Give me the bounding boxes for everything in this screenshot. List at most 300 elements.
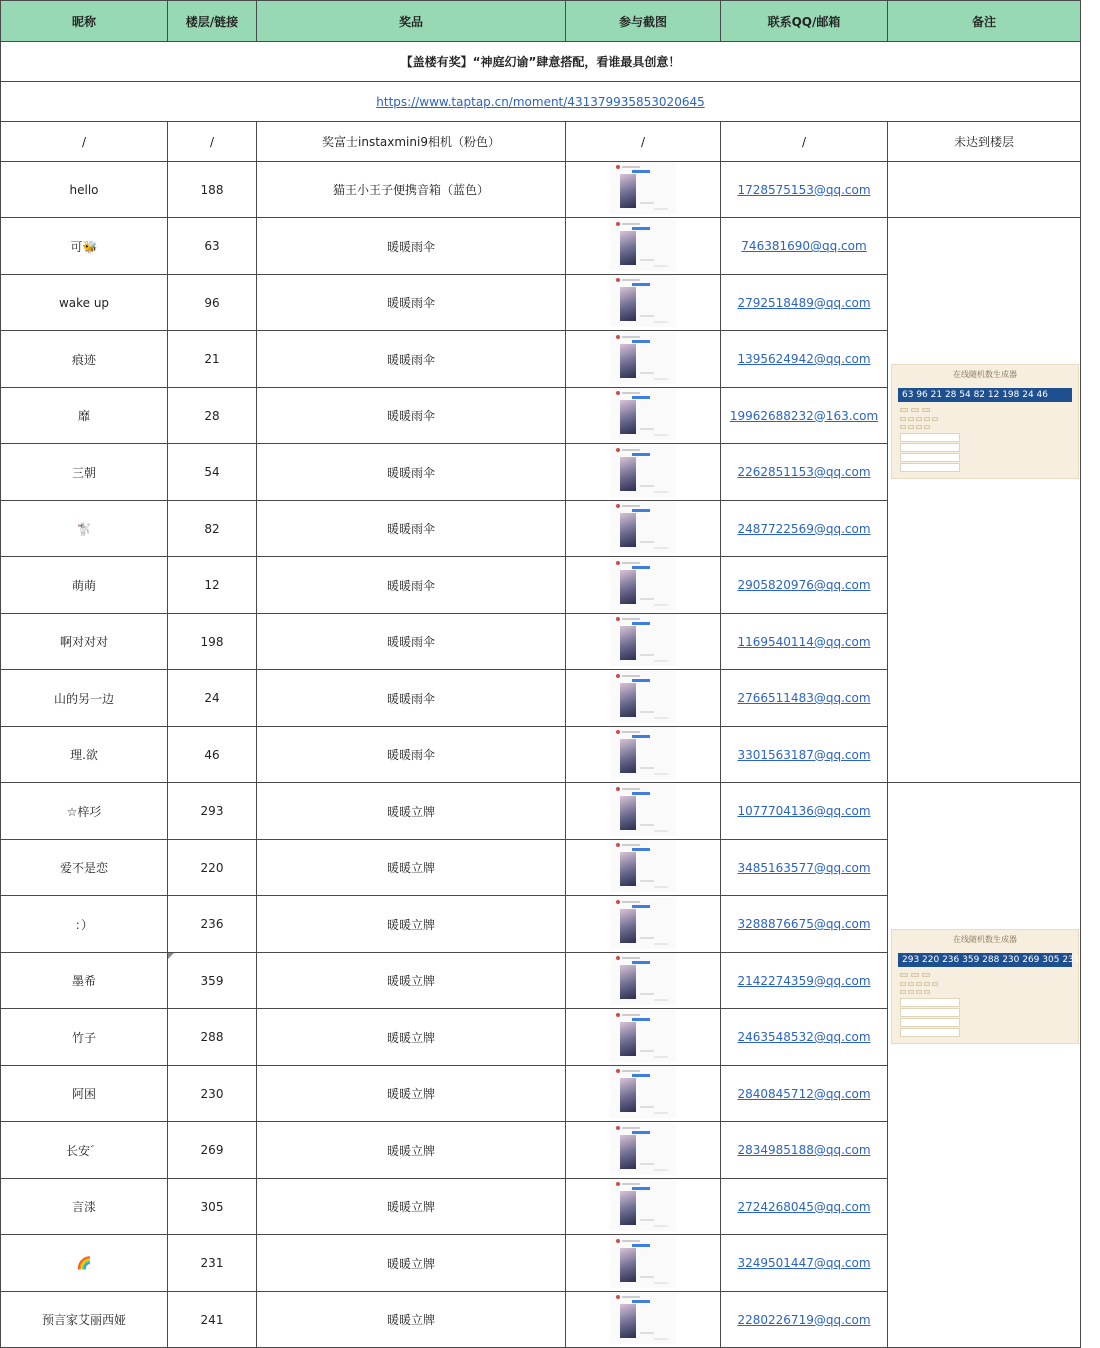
participation-screenshot[interactable]: [610, 219, 676, 271]
special-prize-row: [1, 122, 1081, 162]
cell-screenshot[interactable]: [566, 783, 721, 840]
rng-options: [900, 425, 1070, 431]
screenshot-hdr: [616, 1295, 620, 1299]
cell-contact: [721, 1292, 888, 1348]
cell-prize: 猫王小王子便携音箱（蓝色）: [257, 162, 566, 218]
screenshot-blue: [632, 396, 650, 399]
screenshot-hdr: [616, 674, 620, 678]
screenshot-txt2: [654, 265, 668, 267]
cell-screenshot[interactable]: [566, 614, 721, 670]
screenshot-txt2: [654, 321, 668, 323]
rng-input: [900, 433, 960, 442]
screenshot-blue: [632, 566, 650, 569]
cell-prize: 暖暖雨伞: [257, 331, 566, 388]
cell-screenshot[interactable]: [566, 1179, 721, 1235]
event-link[interactable]: https://www.taptap.cn/moment/431379935853020645: [376, 94, 705, 109]
screenshot-txt2: [654, 773, 668, 775]
cell-contact: [721, 331, 888, 388]
cell-prize: 暖暖立牌: [257, 1292, 566, 1348]
cell-prize: 暖暖立牌: [257, 896, 566, 953]
cell-contact: [721, 783, 888, 840]
rng-options: [900, 417, 1070, 423]
screenshot-txt2: [654, 547, 668, 549]
screenshot-pic: [620, 344, 636, 378]
cell-screenshot[interactable]: [566, 1066, 721, 1122]
screenshot-line1: [622, 449, 640, 451]
screenshot-pic: [620, 570, 636, 604]
screenshot-pic: [620, 1078, 636, 1112]
email-link[interactable]: 2142274359@qq.com: [737, 973, 871, 988]
cell-contact: [721, 557, 888, 614]
cell-prize: 暖暖立牌: [257, 783, 566, 840]
cell-nickname: 🌈: [1, 1235, 168, 1292]
screenshot-line1: [622, 957, 640, 959]
participation-screenshot[interactable]: [610, 897, 676, 949]
cell-contact: /: [721, 122, 888, 162]
participation-screenshot[interactable]: [610, 1123, 676, 1175]
cell-nickname: 痕迹: [1, 331, 168, 388]
cell-contact: [721, 614, 888, 670]
cell-floor: 28: [168, 388, 257, 444]
screenshot-hdr: [616, 900, 620, 904]
screenshot-txt: [640, 428, 654, 430]
screenshot-blue: [632, 792, 650, 795]
screenshot-txt2: [654, 491, 668, 493]
screenshot-line1: [622, 1240, 640, 1242]
rng-result: 293 220 236 359 288 230 269 305 231 241: [898, 953, 1072, 967]
screenshot-blue: [632, 227, 650, 230]
screenshot-blue: [632, 340, 650, 343]
comment-marker: [168, 953, 174, 959]
screenshot-blue: [632, 170, 650, 173]
email-link[interactable]: 3301563187@qq.com: [737, 747, 871, 762]
email-link[interactable]: 1077704136@qq.com: [737, 804, 871, 818]
participation-screenshot[interactable]: [610, 275, 676, 327]
participation-screenshot[interactable]: [610, 1010, 676, 1062]
screenshot-line1: [622, 1296, 640, 1298]
cell-nickname: 爱不是恋: [1, 840, 168, 896]
cell-prize: 暖暖雨伞: [257, 614, 566, 670]
participation-screenshot[interactable]: [610, 671, 676, 723]
cell-prize: 奖富士instaxmini9相机（粉色）: [257, 122, 566, 162]
cell-contact: [721, 444, 888, 501]
cell-nickname: 墨希: [1, 953, 168, 1009]
table-row: [1, 162, 1081, 218]
screenshot-hdr: [616, 504, 620, 508]
link-row: [1, 82, 1081, 122]
rng-buttons: [900, 406, 1070, 414]
screenshot-txt: [640, 541, 654, 543]
cell-floor: 12: [168, 557, 257, 614]
cell-screenshot[interactable]: [566, 727, 721, 783]
screenshot-txt2: [654, 830, 668, 832]
email-link[interactable]: 2840845712@qq.com: [737, 1086, 871, 1101]
cell-floor: 231: [168, 1235, 257, 1292]
screenshot-txt2: [654, 660, 668, 662]
header-row: [1, 1, 1081, 42]
screenshot-txt2: [654, 1112, 668, 1114]
cell-screenshot[interactable]: [566, 331, 721, 388]
cell-prize: 暖暖雨伞: [257, 388, 566, 444]
screenshot-line1: [622, 1014, 640, 1016]
screenshot-hdr: [616, 1182, 620, 1186]
cell-floor: 188: [168, 162, 257, 218]
screenshot-txt: [640, 315, 654, 317]
screenshot-pic: [620, 739, 636, 773]
cell-floor: 241: [168, 1292, 257, 1348]
cell-contact: [721, 840, 888, 896]
screenshot-line1: [622, 392, 640, 394]
rng-input: [900, 463, 960, 472]
rng-title: 在线随机数生成器: [953, 370, 1017, 379]
floor-value: 359: [200, 973, 224, 988]
cell-floor: 305: [168, 1179, 257, 1235]
participation-screenshot[interactable]: [610, 1179, 676, 1231]
screenshot-line1: [622, 336, 640, 338]
screenshot-blue: [632, 1187, 650, 1190]
cell-floor: 46: [168, 727, 257, 783]
participation-screenshot[interactable]: [610, 162, 676, 214]
rng-input: [900, 1018, 960, 1027]
screenshot-blue: [632, 509, 650, 512]
screenshot-txt2: [654, 1225, 668, 1227]
screenshot-hdr: [616, 1239, 620, 1243]
screenshot-line1: [622, 166, 640, 168]
rng-btn: [900, 973, 908, 977]
screenshot-hdr: [616, 278, 620, 282]
participation-screenshot[interactable]: [610, 501, 676, 553]
screenshot-pic: [620, 513, 636, 547]
cell-screenshot[interactable]: [566, 896, 721, 953]
rng-buttons: [900, 971, 1070, 979]
screenshot-pic: [620, 231, 636, 265]
cell-floor: 288: [168, 1009, 257, 1066]
cell-floor: 24: [168, 670, 257, 727]
cell-nickname: 萌萌: [1, 557, 168, 614]
screenshot-txt2: [654, 1169, 668, 1171]
cell-floor: 54: [168, 444, 257, 501]
screenshot-blue: [632, 679, 650, 682]
rng-title: 在线随机数生成器: [953, 935, 1017, 944]
rng-options: [900, 982, 1070, 988]
screenshot-line1: [622, 788, 640, 790]
email-link[interactable]: 3485163577@qq.com: [737, 860, 871, 875]
screenshot-line1: [622, 1127, 640, 1129]
participation-screenshot[interactable]: [610, 614, 676, 666]
screenshot-line1: [622, 618, 640, 620]
screenshot-txt2: [654, 1338, 668, 1340]
screenshot-hdr: [616, 730, 620, 734]
screenshot-txt: [640, 1163, 654, 1165]
random-number-generator-screenshot: [891, 929, 1100, 1044]
screenshot-pic: [620, 626, 636, 660]
screenshot-hdr: [616, 617, 620, 621]
screenshot-blue: [632, 1300, 650, 1303]
email-link[interactable]: 2463548532@qq.com: [737, 1030, 871, 1044]
email-link[interactable]: 3288876675@qq.com: [737, 917, 871, 931]
cell-floor: 236: [168, 896, 257, 953]
participation-screenshot[interactable]: [610, 558, 676, 610]
screenshot-txt2: [654, 717, 668, 719]
screenshot-hdr: [616, 561, 620, 565]
rng-input: [900, 1028, 960, 1037]
screenshot-blue: [632, 453, 650, 456]
cell-prize: 暖暖立牌: [257, 953, 566, 1009]
cell-nickname: 理.欲: [1, 727, 168, 783]
screenshot-hdr: [616, 165, 620, 169]
cell-nickname: hello: [1, 162, 168, 218]
title-row: [1, 42, 1081, 82]
cell-nickname: 山的另一边: [1, 670, 168, 727]
cell-floor: 63: [168, 218, 257, 275]
screenshot-txt: [640, 598, 654, 600]
cell-screenshot[interactable]: [566, 162, 721, 218]
cell-floor: 96: [168, 275, 257, 331]
cell-prize: 暖暖雨伞: [257, 275, 566, 331]
cell-floor: 293: [168, 783, 257, 840]
cell-screenshot[interactable]: [566, 501, 721, 557]
cell-screenshot[interactable]: [566, 670, 721, 727]
cell-nickname: ：）: [1, 896, 168, 953]
screenshot-txt: [640, 1332, 654, 1334]
screenshot-pic: [620, 965, 636, 999]
screenshot-blue: [632, 1018, 650, 1021]
cell-screenshot: /: [566, 122, 721, 162]
screenshot-txt2: [654, 1056, 668, 1058]
cell-prize: 暖暖立牌: [257, 840, 566, 896]
col-prize: 奖品: [257, 1, 566, 42]
screenshot-hdr: [616, 843, 620, 847]
cell-screenshot[interactable]: [566, 1292, 721, 1348]
cell-contact: [721, 670, 888, 727]
screenshot-txt: [640, 372, 654, 374]
cell-screenshot[interactable]: [566, 557, 721, 614]
screenshot-line1: [622, 844, 640, 846]
screenshot-txt: [640, 1050, 654, 1052]
cell-contact: [721, 1009, 888, 1066]
email-link[interactable]: 2724268045@qq.com: [737, 1199, 871, 1214]
cell-nickname: 🐩: [1, 501, 168, 557]
screenshot-line1: [622, 1183, 640, 1185]
cell-nickname: 长安゛: [1, 1122, 168, 1179]
cell-note-merged: [888, 783, 1100, 1348]
screenshot-txt: [640, 993, 654, 995]
screenshot-pic: [620, 909, 636, 943]
cell-screenshot[interactable]: [566, 275, 721, 331]
screenshot-blue: [632, 905, 650, 908]
rng-btn: [922, 973, 930, 977]
screenshot-txt: [640, 1219, 654, 1221]
screenshot-hdr: [616, 222, 620, 226]
cell-floor: 230: [168, 1066, 257, 1122]
screenshot-hdr: [616, 1069, 620, 1073]
rng-result: 63 96 21 28 54 82 12 198 24 46: [898, 388, 1072, 402]
cell-note: [888, 162, 1081, 218]
cell-contact: [721, 501, 888, 557]
cell-nickname: /: [1, 122, 168, 162]
cell-note: 未达到楼层: [888, 122, 1081, 162]
cell-nickname: 阿困: [1, 1066, 168, 1122]
col-contact: 联系QQ/邮箱: [721, 1, 888, 42]
cell-floor: /: [168, 122, 257, 162]
screenshot-blue: [632, 283, 650, 286]
cell-floor: 220: [168, 840, 257, 896]
event-title: 【盖楼有奖】“神庭幻谕”肆意搭配，看谁最具创意！: [1, 42, 1081, 82]
participation-screenshot[interactable]: [610, 784, 676, 836]
email-link[interactable]: 1395624942@qq.com: [737, 352, 871, 366]
cell-contact: [721, 953, 888, 1009]
screenshot-txt: [640, 485, 654, 487]
table-row: [1, 783, 1081, 840]
email-link[interactable]: 2792518489@qq.com: [737, 295, 871, 310]
cell-floor: 269: [168, 1122, 257, 1179]
screenshot-txt: [640, 1276, 654, 1278]
cell-note-merged: [888, 218, 1081, 783]
email-link[interactable]: 2834985188@qq.com: [737, 1143, 871, 1157]
cell-screenshot[interactable]: [566, 953, 721, 1009]
screenshot-hdr: [616, 1013, 620, 1017]
rng-input: [900, 453, 960, 462]
screenshot-hdr: [616, 335, 620, 339]
screenshot-txt2: [654, 208, 668, 210]
participation-screenshot[interactable]: [610, 727, 676, 779]
cell-prize: 暖暖雨伞: [257, 444, 566, 501]
rng-input: [900, 1008, 960, 1017]
participation-screenshot[interactable]: [610, 953, 676, 1005]
screenshot-hdr: [616, 787, 620, 791]
cell-nickname: 言渁: [1, 1179, 168, 1235]
participation-screenshot[interactable]: [610, 840, 676, 892]
rng-btn: [911, 973, 919, 977]
cell-screenshot[interactable]: [566, 388, 721, 444]
participation-screenshot[interactable]: [610, 388, 676, 440]
screenshot-blue: [632, 1244, 650, 1247]
screenshot-txt2: [654, 1282, 668, 1284]
participation-screenshot[interactable]: [610, 1236, 676, 1288]
cell-nickname: wake up: [1, 275, 168, 331]
random-number-generator-screenshot: [891, 364, 1079, 479]
cell-contact: [721, 162, 888, 218]
col-screenshot: 参与截图: [566, 1, 721, 42]
screenshot-txt: [640, 937, 654, 939]
cell-nickname: 啊对对对: [1, 614, 168, 670]
cell-prize: 暖暖雨伞: [257, 501, 566, 557]
cell-screenshot[interactable]: [566, 444, 721, 501]
screenshot-blue: [632, 961, 650, 964]
email-link[interactable]: 1169540114@qq.com: [737, 634, 871, 649]
col-note: 备注: [888, 1, 1081, 42]
cell-screenshot[interactable]: [566, 1122, 721, 1179]
cell-contact: [721, 1122, 888, 1179]
screenshot-line1: [622, 505, 640, 507]
cell-nickname: 三朝: [1, 444, 168, 501]
screenshot-txt2: [654, 434, 668, 436]
email-link[interactable]: 746381690@qq.com: [741, 239, 867, 253]
screenshot-pic: [620, 796, 636, 830]
email-link[interactable]: 1728575153@qq.com: [737, 182, 871, 197]
cell-screenshot[interactable]: [566, 218, 721, 275]
cell-contact: [721, 896, 888, 953]
cell-contact: [721, 275, 888, 331]
screenshot-txt: [640, 767, 654, 769]
rng-btn: [911, 408, 919, 412]
screenshot-line1: [622, 731, 640, 733]
cell-nickname: 可🐝: [1, 218, 168, 275]
screenshot-txt2: [654, 999, 668, 1001]
screenshot-pic: [620, 1022, 636, 1056]
screenshot-pic: [620, 174, 636, 208]
screenshot-blue: [632, 735, 650, 738]
participation-screenshot[interactable]: [610, 332, 676, 384]
email-link[interactable]: 2280226719@qq.com: [737, 1312, 871, 1327]
participation-screenshot[interactable]: [610, 445, 676, 497]
cell-floor: 82: [168, 501, 257, 557]
cell-floor: [168, 953, 257, 1009]
email-link[interactable]: 2262851153@qq.com: [737, 465, 871, 479]
cell-contact: [721, 1235, 888, 1292]
cell-contact: [721, 1066, 888, 1122]
screenshot-line1: [622, 562, 640, 564]
screenshot-blue: [632, 1074, 650, 1077]
cell-prize: 暖暖立牌: [257, 1009, 566, 1066]
cell-prize: 暖暖雨伞: [257, 557, 566, 614]
email-link[interactable]: 2487722569@qq.com: [737, 521, 871, 536]
cell-prize: 暖暖立牌: [257, 1179, 566, 1235]
screenshot-pic: [620, 400, 636, 434]
screenshot-blue: [632, 622, 650, 625]
screenshot-pic: [620, 457, 636, 491]
email-link[interactable]: 2905820976@qq.com: [737, 578, 871, 592]
cell-prize: 暖暖立牌: [257, 1066, 566, 1122]
screenshot-hdr: [616, 391, 620, 395]
cell-floor: 21: [168, 331, 257, 388]
cell-screenshot[interactable]: [566, 1009, 721, 1066]
screenshot-txt: [640, 824, 654, 826]
screenshot-line1: [622, 223, 640, 225]
screenshot-txt2: [654, 378, 668, 380]
cell-nickname: 竹子: [1, 1009, 168, 1066]
screenshot-txt: [640, 880, 654, 882]
screenshot-pic: [620, 1191, 636, 1225]
screenshot-line1: [622, 279, 640, 281]
screenshot-blue: [632, 1131, 650, 1134]
rng-btn: [922, 408, 930, 412]
screenshot-line1: [622, 675, 640, 677]
cell-contact: [721, 218, 888, 275]
cell-prize: 暖暖立牌: [257, 1235, 566, 1292]
screenshot-pic: [620, 683, 636, 717]
screenshot-pic: [620, 1304, 636, 1338]
screenshot-line1: [622, 901, 640, 903]
screenshot-pic: [620, 1248, 636, 1282]
participation-screenshot[interactable]: [610, 1066, 676, 1118]
cell-screenshot[interactable]: [566, 840, 721, 896]
email-link[interactable]: 2766511483@qq.com: [737, 691, 871, 705]
screenshot-txt2: [654, 943, 668, 945]
cell-prize: 暖暖立牌: [257, 1122, 566, 1179]
screenshot-txt: [640, 711, 654, 713]
cell-contact: [721, 727, 888, 783]
screenshot-hdr: [616, 1126, 620, 1130]
col-nickname: 昵称: [1, 1, 168, 42]
screenshot-txt: [640, 259, 654, 261]
participation-screenshot[interactable]: [610, 1292, 676, 1344]
screenshot-txt2: [654, 886, 668, 888]
cell-prize: 暖暖雨伞: [257, 727, 566, 783]
cell-screenshot[interactable]: [566, 1235, 721, 1292]
email-link[interactable]: 3249501447@qq.com: [737, 1256, 871, 1270]
email-link[interactable]: 19962688232@163.com: [729, 408, 879, 423]
